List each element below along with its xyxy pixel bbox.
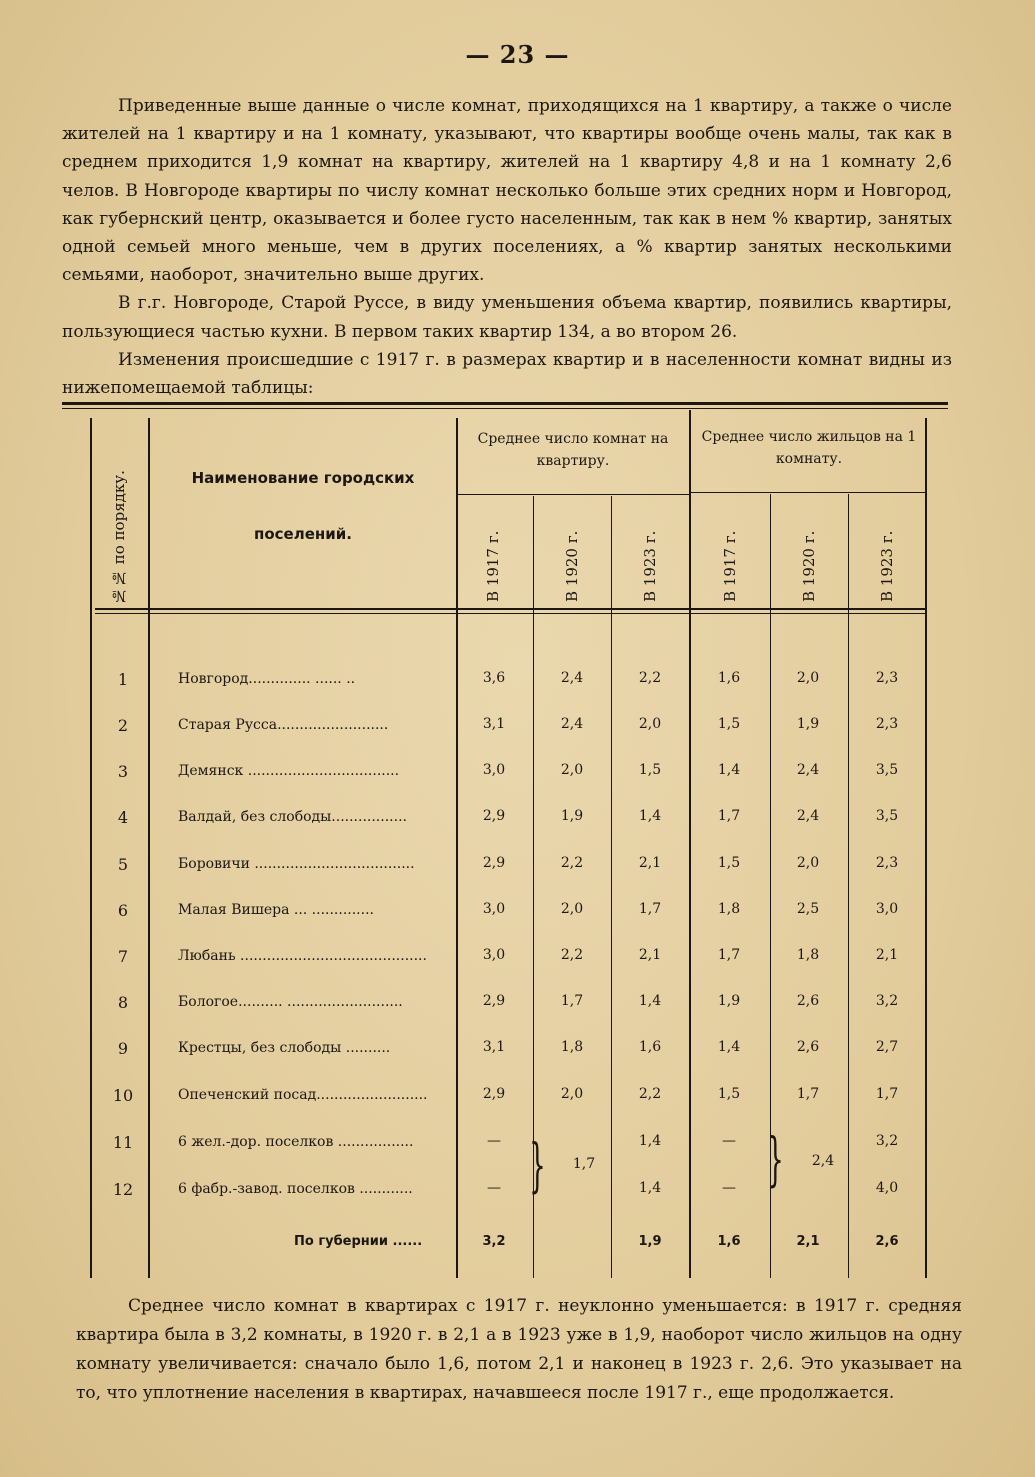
table-cell: 2,2 (638, 670, 662, 686)
table-cell: 1,7 (875, 1086, 899, 1102)
row-number: 10 (112, 1086, 134, 1105)
merged-cell-rooms-1920: 1,7 (572, 1156, 596, 1172)
settlement-name: Любань .......................................... (178, 948, 427, 964)
row-number: 8 (117, 993, 129, 1012)
table-cell: 2,4 (560, 670, 584, 686)
row-number: 4 (117, 808, 129, 827)
table-cell: 2,2 (560, 947, 584, 963)
table-top-rule (62, 402, 948, 405)
table-cell: 2,7 (875, 1039, 899, 1055)
table-cell: 1,7 (717, 808, 741, 824)
year-header: В 1917 г. (721, 530, 739, 602)
col-divider (689, 410, 691, 1278)
table-cell: 1,7 (717, 947, 741, 963)
table-cell: 1,4 (638, 993, 662, 1009)
table-cell: 1,5 (717, 1086, 741, 1102)
header-bottom-rule (95, 608, 926, 610)
table-cell: 1,8 (560, 1039, 584, 1055)
settlement-name: Валдай, без слободы................. (178, 809, 407, 825)
table-cell: 2,0 (560, 762, 584, 778)
table-cell: 3,2 (875, 1133, 899, 1149)
year-header: В 1917 г. (484, 530, 502, 602)
table-cell: — (722, 1180, 736, 1196)
table-cell: 2,3 (875, 716, 899, 732)
year-header: В 1923 г. (878, 530, 896, 602)
table-cell: 1,4 (717, 762, 741, 778)
year-header: В 1920 г. (563, 530, 581, 602)
row-number: 11 (112, 1133, 134, 1152)
row-number: 2 (117, 716, 129, 735)
table-cell: 2,0 (560, 901, 584, 917)
table-cell: 2,5 (796, 901, 820, 917)
table-cell: 3,5 (875, 762, 899, 778)
group-header-residents: Среднее число жильцов на 1 комнату. (701, 429, 917, 467)
total-cell: 1,9 (638, 1234, 662, 1249)
row-number: 12 (112, 1180, 134, 1199)
settlement-name: Бологое.......... .......................... (178, 994, 403, 1010)
outro-text (76, 1292, 962, 1408)
group-rule (691, 492, 925, 493)
table-cell: 2,6 (796, 1039, 820, 1055)
table-cell: 2,0 (560, 1086, 584, 1102)
table-cell: 1,4 (638, 1133, 662, 1149)
table-cell: 2,3 (875, 670, 899, 686)
table-cell: 2,0 (638, 716, 662, 732)
settlement-name: Новгород.............. ...... .. (178, 671, 356, 687)
table-cell: 1,9 (796, 716, 820, 732)
table-cell: — (722, 1133, 736, 1149)
outro-paragraph: Среднее число комнат в квартирах с 1917 г. неуклонно уменьшается: в 1917 г. средняя квартира была в 3,2 комнаты, в 1920 г. в 2,1 а в 1923 уже в 1,9, наоборот число жильцов на одну комнату увеличивается: сначало было 1,6, потом 2,1 и наконец в 1923 г. 2,6. Это указывает на то, что уплотнение населения в квартирах, начавшееся после 1917 г., еще продолжается. (76, 1296, 962, 1403)
table-cell: 3,6 (482, 670, 506, 686)
table-cell: 1,8 (717, 901, 741, 917)
table-cell: 3,0 (482, 762, 506, 778)
row-number: 3 (117, 762, 129, 781)
total-cell: 1,6 (717, 1234, 741, 1249)
col-header-name-line1: Наименование городских (191, 469, 415, 487)
table-cell: 3,1 (482, 1039, 506, 1055)
table-cell: 2,1 (875, 947, 899, 963)
table-cell: — (487, 1180, 501, 1196)
row-number: 5 (117, 855, 129, 874)
year-header: В 1923 г. (641, 530, 659, 602)
intro-paragraph: В г.г. Новгороде, Старой Руссе, в виду уменьшения объема квартир, появились квартиры, пользующиеся частью кухни. В первом таких квартир 134, а во втором 26. (62, 293, 952, 342)
table-cell: 1,8 (796, 947, 820, 963)
table-cell: 1,6 (638, 1039, 662, 1055)
table-cell: 3,2 (875, 993, 899, 1009)
brace-rooms: } (529, 1131, 546, 1199)
total-cell: 3,2 (482, 1234, 506, 1249)
col-header-number: №№ по порядку. (110, 470, 128, 605)
table-top-rule-thin (62, 408, 948, 409)
row-number: 9 (117, 1039, 129, 1058)
table-cell: 2,9 (482, 808, 506, 824)
col-divider (925, 418, 927, 1278)
intro-paragraph: Приведенные выше данные о числе комнат, приходящихся на 1 квартиру, а также о числе жителей на 1 квартиру и на 1 комнату, указывают, что квартиры вообще очень малы, так как в среднем приходится 1,9 комнат на квартиру, жителей на 1 квартиру 4,8 и на 1 комнату 2,6 челов. В Новгороде квартиры по числу комнат несколько больше этих средних норм и Новгород, как губернский центр, оказывается и более густо населенным, так как в нем % квартир, занятых одной семьей много меньше, чем в других поселениях, а % квартир занятых несколькими семьями, наоборот, значительно выше других. (62, 96, 952, 286)
header-bottom-rule-thin (95, 613, 926, 614)
settlement-name: Демянск .................................. (178, 763, 400, 779)
table-cell: 1,4 (638, 1180, 662, 1196)
table-cell: 2,0 (796, 670, 820, 686)
settlement-name: Старая Русса......................... (178, 717, 389, 733)
intro-paragraph: Изменения происшедшие с 1917 г. в размерах квартир и в населенности комнат видны из нижепомещаемой таблицы: (62, 349, 952, 399)
settlement-name: 6 жел.-дор. поселков ................. (178, 1134, 414, 1150)
table-cell: 3,5 (875, 808, 899, 824)
table-cell: 1,7 (796, 1086, 820, 1102)
table-cell: 2,9 (482, 993, 506, 1009)
col-header-name (152, 450, 454, 562)
year-header: В 1920 г. (800, 530, 818, 602)
table-cell: 3,0 (482, 947, 506, 963)
table-cell: 3,0 (482, 901, 506, 917)
table-cell: 2,3 (875, 855, 899, 871)
table-cell: 1,5 (638, 762, 662, 778)
table-cell: 1,5 (717, 716, 741, 732)
table-cell: 2,0 (796, 855, 820, 871)
table-cell: 1,9 (560, 808, 584, 824)
table-cell: 2,1 (638, 947, 662, 963)
table-cell: 2,4 (560, 716, 584, 732)
row-number: 6 (117, 901, 129, 920)
table-cell: 2,2 (560, 855, 584, 871)
table-cell: — (487, 1133, 501, 1149)
col-divider (90, 418, 92, 1278)
brace-residents: } (767, 1125, 784, 1193)
table-cell: 2,2 (638, 1086, 662, 1102)
table-cell: 3,1 (482, 716, 506, 732)
table-cell: 1,7 (560, 993, 584, 1009)
total-row-label: По губернии ...... (294, 1234, 423, 1249)
merged-cell-residents-1920: 2,4 (811, 1153, 835, 1169)
table-cell: 2,9 (482, 855, 506, 871)
table-cell: 3,0 (875, 901, 899, 917)
col-divider (148, 418, 150, 1278)
page-number: — 23 — (465, 40, 570, 69)
row-number: 7 (117, 947, 129, 966)
settlement-name: Крестцы, без слободы .......... (178, 1040, 391, 1056)
table-cell: 1,5 (717, 855, 741, 871)
table-cell: 1,4 (638, 808, 662, 824)
table-cell: 1,6 (717, 670, 741, 686)
table-cell: 4,0 (875, 1180, 899, 1196)
col-header-name-line2: поселений. (254, 525, 352, 543)
col-divider (456, 418, 458, 1278)
table-cell: 1,9 (717, 993, 741, 1009)
table-cell: 1,7 (638, 901, 662, 917)
intro-text (62, 92, 952, 402)
settlement-name: Опеченский посад......................... (178, 1087, 428, 1103)
settlement-name: 6 фабр.-завод. поселков ............ (178, 1181, 413, 1197)
table-cell: 2,4 (796, 808, 820, 824)
settlement-name: Боровичи .................................... (178, 856, 415, 872)
group-rule (456, 494, 689, 495)
total-cell: 2,6 (875, 1234, 899, 1249)
settlement-name: Малая Вишера ... .............. (178, 902, 374, 918)
table-cell: 2,6 (796, 993, 820, 1009)
total-cell: 2,1 (796, 1234, 820, 1249)
table-cell: 2,1 (638, 855, 662, 871)
row-number: 1 (117, 670, 129, 689)
group-header-rooms: Среднее число комнат на квартиру. (477, 431, 669, 469)
table-cell: 2,9 (482, 1086, 506, 1102)
table-cell: 1,4 (717, 1039, 741, 1055)
table-cell: 2,4 (796, 762, 820, 778)
